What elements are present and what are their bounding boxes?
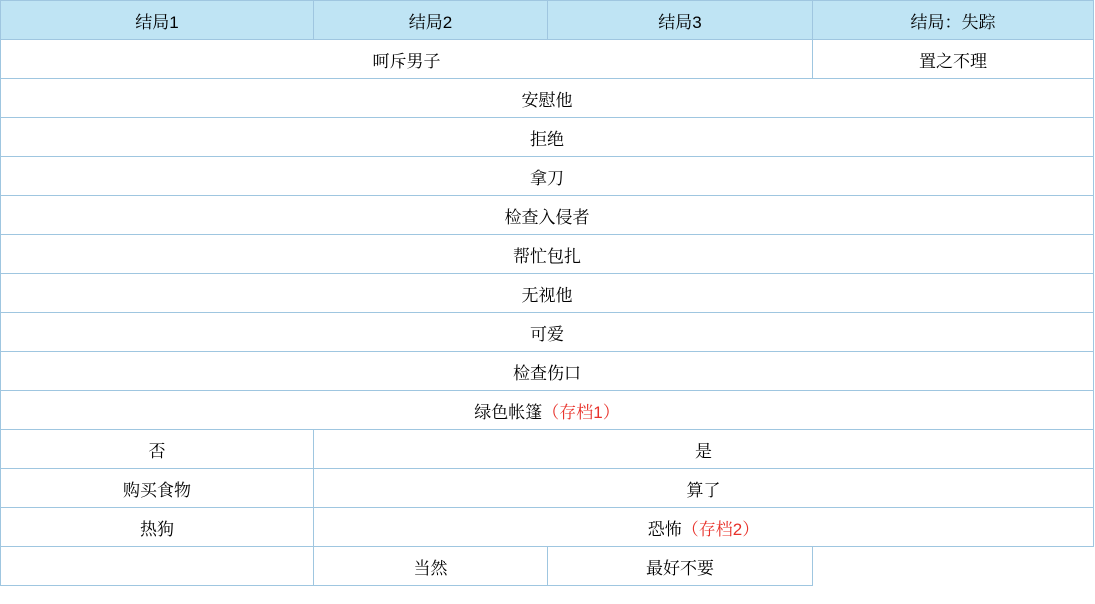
header-cell-ending3: 结局3 <box>548 1 813 40</box>
table-row <box>1 157 1094 196</box>
header-cell-ending1: 结局1 <box>1 1 314 40</box>
table-row <box>1 196 1094 235</box>
cell-choice-cute: 可爱 <box>1 313 1094 352</box>
save-point-label: （存档2） <box>681 519 760 539</box>
table-row <box>1 547 1094 586</box>
table-row <box>1 508 1094 547</box>
cell-text: 绿色帐篷 <box>474 402 543 422</box>
cell-choice-ignore-him: 无视他 <box>1 274 1094 313</box>
cell-choice-better-not: 最好不要 <box>548 547 813 586</box>
cell-choice-check-wound: 检查伤口 <box>1 352 1094 391</box>
table-row <box>1 274 1094 313</box>
table-row <box>1 352 1094 391</box>
cell-empty <box>1 547 314 586</box>
cell-choice-buy-food: 购买食物 <box>1 469 314 508</box>
cell-choice-forget-it: 算了 <box>314 469 1094 508</box>
header-cell-ending4: 结局：失踪 <box>813 1 1094 40</box>
cell-choice-hotdog: 热狗 <box>1 508 314 547</box>
cell-choice-take-knife: 拿刀 <box>1 157 1094 196</box>
cell-choice-of-course: 当然 <box>314 547 548 586</box>
cell-choice-green-tent <box>1 391 1094 430</box>
table-row <box>1 40 1094 79</box>
table-header-row <box>1 1 1094 40</box>
cell-empty <box>813 547 1094 586</box>
cell-choice-refuse: 拒绝 <box>1 118 1094 157</box>
table-row <box>1 118 1094 157</box>
cell-choice-ignore-it: 置之不理 <box>813 40 1094 79</box>
table-row <box>1 469 1094 508</box>
table-row <box>1 313 1094 352</box>
cell-choice-help-bandage: 帮忙包扎 <box>1 235 1094 274</box>
table-row <box>1 430 1094 469</box>
cell-choice-check-intruder: 检查入侵者 <box>1 196 1094 235</box>
cell-choice-no: 否 <box>1 430 314 469</box>
header-cell-ending2: 结局2 <box>314 1 548 40</box>
cell-choice-horror <box>314 508 1094 547</box>
table-row <box>1 391 1094 430</box>
cell-choice-comfort-him: 安慰他 <box>1 79 1094 118</box>
table-row <box>1 235 1094 274</box>
cell-choice-yes: 是 <box>314 430 1094 469</box>
cell-text: 恐怖 <box>647 519 682 539</box>
cell-choice-scold-man: 呵斥男子 <box>1 40 813 79</box>
save-point-label: （存档1） <box>542 402 620 422</box>
table-row <box>1 79 1094 118</box>
